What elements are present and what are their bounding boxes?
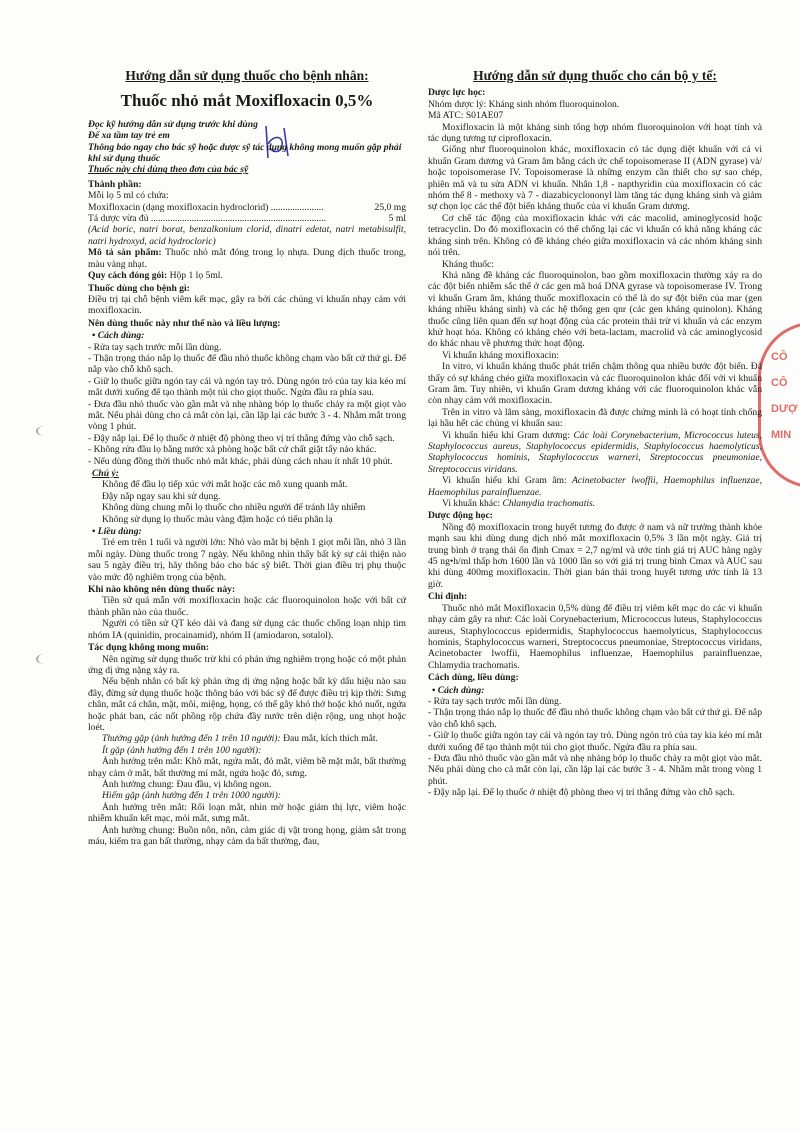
stamp-text: DƯỢ xyxy=(771,403,798,415)
uncommon-effects-text: Ảnh hưởng trên mắt: Khô mắt, ngứa mắt, đỏ mắt, viêm bề mặt mắt, bất thường nhạy cảm ở mắt, bất thường mí mắt, ngứa hoặc đỏ, sưng. xyxy=(88,756,406,779)
usage-step: - Thận trọng tháo nắp lọ thuốc để đầu nhỏ thuốc không chạm vào bất cứ thứ gì. Để nắp vào chỗ khô sạch. xyxy=(88,352,406,376)
atc-code: Mã ATC: S01AE07 xyxy=(428,110,504,122)
adverse-effects-heading: Tác dụng không mong muốn: xyxy=(88,642,210,654)
dose-text: Trẻ em trên 1 tuổi và người lớn: Nhỏ vào mắt bị bệnh 1 giọt mỗi lần, nhỏ 3 lần mỗi ngày. Dùng thuốc trong 7 ngày. Nếu không nhìn thấy bất kỳ sự cải thiện nào sau 5 ngày điều trị, hãy thông báo cho bác sỹ biết. Thời gian điều trị phụ thuộc vào mức độ nghiêm trọng của bệnh. xyxy=(88,537,406,583)
indication-heading: Thuốc dùng cho bệnh gì: xyxy=(88,282,190,294)
usage-step: - Đậy nắp lại. Để lọ thuốc ở nhiệt độ phòng theo vị trí thẳng đứng vào chỗ sạch. xyxy=(88,432,395,444)
other-bacteria xyxy=(428,498,762,509)
usage-subheading: • Cách dùng: xyxy=(432,685,762,696)
pharmacodynamics-text: Cơ chế tác động của moxifloxacin khác với các macolid, aminoglycosid hoặc tetracyclin. Do đó moxifloxacin có thể chống lại các vi khuẩn có khả năng kháng các kháng sinh trên. Không có đề kháng chéo giữa moxifloxacin và các nhóm kháng sinh nói trên. xyxy=(428,212,762,259)
composition-heading: Thành phần: xyxy=(88,178,142,190)
adverse-effects-text: Nên ngừng sử dụng thuốc trừ khi có phản ứng nghiêm trọng hoặc có một phản ứng dị ứng nặng xảy ra. xyxy=(88,653,406,676)
pharmacokinetics-heading: Dược động học: xyxy=(428,510,493,522)
note-line: Không để đầu lọ tiếp xúc với mắt hoặc các mô xung quanh mắt. xyxy=(102,479,348,491)
dosage-heading: Cách dùng, liều dùng: xyxy=(428,672,519,684)
indications-heading: Chỉ định: xyxy=(428,591,468,603)
packaging-text: Hộp 1 lọ 5ml. xyxy=(167,270,223,282)
pharmacodynamics-heading: Dược lực học: xyxy=(428,87,486,99)
ingredient-amount: 5 ml xyxy=(388,213,406,225)
uncommon-effects-label: Ít gặp (ảnh hưởng đến 1 trên 100 người): xyxy=(102,744,262,756)
gram-negative-list: Acinetobacter lwoffii, Haemophilus influenzae, Haemophilus parainfluenzae. xyxy=(428,475,762,498)
common-effects-text: Đau mắt, kích thích mắt. xyxy=(280,733,378,745)
usage-step: - Đưa đầu nhỏ thuốc vào gần mắt và nhẹ nhàng bóp lọ thuốc chảy ra một giọt vào mắt. Nếu phải dùng cho cả mắt còn lại, cần lặp lại các bước 3 - 4. Nhắm mắt trong vòng 1 phút. xyxy=(88,398,406,433)
usage-step: - Giữ lọ thuốc giữa ngón tay cái và ngón tay trỏ. Dùng ngón trỏ của tay kia kéo mí mắt dưới xuống để tạo thành một túi cho giọt thuốc. Ngửa đầu ra phía sau. xyxy=(88,375,406,399)
pharmacological-group: Nhóm dược lý: Kháng sinh nhóm fluoroquinolon. xyxy=(428,98,620,110)
stamp-text: CÔ xyxy=(771,351,788,363)
usage-step: - Không rửa đầu lọ bằng nước xà phòng hoặc bất cứ chất giặt tẩy nào khác. xyxy=(88,444,377,456)
patient-instructions-column xyxy=(88,70,406,847)
note-heading: Chú ý: xyxy=(92,468,119,479)
note-line: Không dùng chung mỗi lọ thuốc cho nhiều người để tránh lây nhiễm xyxy=(102,502,366,514)
rare-effects-label: Hiếm gặp (ảnh hưởng đến 1 trên 1000 người): xyxy=(102,790,281,802)
usage-step: - Thận trọng tháo nắp lọ thuốc để đầu nhỏ thuốc không chạm vào bất cứ thứ gì. Để nắp vào chỗ khô sạch. xyxy=(428,707,762,730)
product-description xyxy=(88,247,406,270)
resistant-bacteria-label: Vi khuẩn kháng moxifloxacin: xyxy=(442,349,559,361)
common-effects-label: Thường gặp (ảnh hưởng đến 1 trên 10 người): xyxy=(102,733,281,745)
warning-line: Thông báo ngay cho bác sỹ hoặc dược sỹ tác dụng không mong muốn gặp phải khi sử dụng thuốc xyxy=(88,141,402,165)
pharmacodynamics-text: Giống như fluoroquinolon khác, moxifloxacin có tác dụng diệt khuẩn với cả vi khuẩn Gram dương và Gram âm bằng cách ức chế topoisomerase II (ADN gyrase) và/ hoặc topoisomerase IV. Topoisomerase là những enzym cần thiết cho sự sao chép, phiên mã và tu sửa ADN vi khuẩn. Nhân 1,8 - napthyridin của moxifloxacin có các nhóm thế 8 - methoxy và 7 - diazabicyclononyl làm tăng tác dụng kháng sinh và giảm sự chọn lọc các thể đột biến kháng thuốc của vi khuẩn Gram dương. xyxy=(428,144,762,213)
usage-subheading: • Cách dùng: xyxy=(92,330,406,341)
professional-instructions-column xyxy=(428,70,762,799)
dose-subheading: • Liều dùng: xyxy=(92,526,406,537)
contraindication-heading: Khi nào không nên dùng thuốc này: xyxy=(88,584,236,596)
packaging-label: Quy cách đóng gói: xyxy=(88,270,168,282)
invitro-text: Trên in vitro và lâm sàng, moxifloxacin đã được chứng minh là có hoạt tính chống lại hầu hết các chủng vi khuẩn sau: xyxy=(428,406,762,430)
usage-step: - Nếu dùng đồng thời thuốc nhỏ mắt khác, phải dùng cách nhau ít nhất 10 phút. xyxy=(88,455,393,467)
adverse-effects-text: Nếu bệnh nhân có bất kỳ phản ứng dị ứng nặng hoặc bất kỳ dấu hiệu nào sau đây, đừng sử dụng thuốc hoặc thông báo với bác sỹ để được điều trị kịp thời: Sưng chân, mắt cá chân, mặt, môi, miệng, họng, có thể gây khó thở hoặc khó nuốt, ngứa hoặc phát ban, các nốt phồng rộp chứa đầy nước trên diện rộng, ung nhọt hoặc loét. xyxy=(88,676,406,733)
composition-intro: Mỗi lọ 5 ml có chứa: xyxy=(88,190,169,202)
note-line: Đậy nắp ngay sau khi sử dụng. xyxy=(102,490,221,502)
patient-section-header: Hướng dẫn sử dụng thuốc cho bệnh nhân: xyxy=(125,68,369,83)
ingredient-name: Tá dược vừa đủ ......................................................................... xyxy=(88,213,326,225)
ingredient-name: Moxifloxacin (dạng moxifloxacin hydroclorid) ...................... xyxy=(88,201,324,213)
stamp-text: MIN xyxy=(771,429,792,441)
gram-positive-list: Các loài Corynebacterium, Micrococcus luteus, Staphylococcus aureus, Staphylococcus epidermidis, Staphylococcus haemolyticus, Staphylococcus hominis, Staphylococcus warneri, Streptococcus pneumoniae, Streptococcus viridans. xyxy=(428,429,763,475)
pharmacokinetics-text: Nồng độ moxifloxacin trong huyết tương đo được ở nam và nữ trưởng thành khỏe mạnh sau khi dùng dung dịch nhỏ mắt moxifloxacin 0,5% 3 lần một ngày. Giá trị trung bình ở trạng thái ổn định Cmax = 2,7 ng/ml và ước tính giá trị AUC hàng ngày 45 ng•h/ml thấp hơn 1600 lần và 1000 lần so với giá trị trung bình Cmax và AUC sau khi dùng 400mg moxifloxacin. Thời gian bán thải trong huyết tương ước tính là 13 giờ. xyxy=(428,521,762,590)
ingredient-row xyxy=(88,202,406,213)
rare-effects-text: Ảnh hưởng chung: Buồn nôn, nôn, cảm giác dị vật trong họng, giảm sắt trong máu, kiểm tra gan bất thường, nhạy cảm da bất thường, đau, xyxy=(88,824,406,847)
note-line: Không sử dụng lọ thuốc màu vàng đậm hoặc có tiểu phân lạ xyxy=(102,513,333,525)
professional-section-header: Hướng dẫn sử dụng thuốc cho cán bộ y tế: xyxy=(473,68,717,83)
ingredient-row xyxy=(88,213,406,224)
approval-stamp xyxy=(758,322,800,488)
description-label: Mô tả sản phẩm: xyxy=(88,247,162,259)
common-effects xyxy=(88,733,406,744)
usage-heading: Nên dùng thuốc này như thế nào và liều lượng: xyxy=(88,317,281,329)
usage-step: - Đưa đầu nhỏ thuốc vào gần mắt và nhẹ nhàng bóp lọ thuốc chảy ra một giọt vào mắt. Nếu phải dùng cho cả mắt còn lại, cần lặp lại các bước 3 - 4. Nhắm mắt trong vòng 1 phút. xyxy=(428,752,762,787)
punch-hole-mark xyxy=(36,426,52,436)
excipients-list: (Acid boric, natri borat, benzalkonium clorid, dinatri edetat, natri metabisulfit, natri hydroxyd, acid hydrocloric) xyxy=(88,224,406,247)
resistance-text: Khả năng đề kháng các fluoroquinolon, bao gồm moxifloxacin thường xảy ra do các đột biến nhiễm sắc thể ở các gen mã hoá DNA gyrase và topoisomerase IV. Trong vi khuẩn Gram âm, kháng thuốc moxifloxacin có thể là do sự đột biến của mar (gen kháng nhiều kháng sinh) và các hệ thống gen qnr (các gen kháng quinolon). Kháng thuốc cũng liên quan đến sự hoạt động của các protein thải trừ vi khuẩn và các enzym khử hoạt hóa. Không có kháng chéo với beta-lactam, macrolid và các aminoglycosid do khác nhau về phương thức hoạt động. xyxy=(428,269,762,350)
gram-positive-label: Vi khuẩn hiếu khí Gram dương: xyxy=(442,429,570,441)
punch-hole-mark xyxy=(36,654,52,664)
warning-line: Đọc kỹ hướng dẫn sử dụng trước khi dùng xyxy=(88,118,258,130)
warning-line: Để xa tầm tay trẻ em xyxy=(88,130,170,142)
ingredient-amount: 25,0 mg xyxy=(374,201,406,213)
gram-positive xyxy=(428,430,762,476)
usage-step: - Giữ lọ thuốc giữa ngón tay cái và ngón tay trỏ. Dùng ngón trỏ của tay kia kéo mí mắt dưới xuống để tạo thành một túi cho giọt thuốc. Ngửa đầu ra phía sau. xyxy=(428,730,762,753)
description-text: Thuốc nhỏ mắt đóng trong lọ nhựa. Dung dịch thuốc trong, màu vàng nhạt. xyxy=(88,247,406,270)
gram-negative xyxy=(428,475,762,498)
warning-line: Thuốc này chỉ dùng theo đơn của bác sỹ xyxy=(88,164,249,176)
resistance-label: Kháng thuốc: xyxy=(442,258,494,270)
packaging xyxy=(88,270,406,281)
stamp-text: CÔ xyxy=(771,377,788,389)
gram-negative-label: Vi khuẩn hiếu khí Gram âm: xyxy=(442,475,567,487)
product-title: Thuốc nhỏ mắt Moxifloxacin 0,5% xyxy=(120,91,374,111)
other-bacteria-label: Vi khuẩn khác: xyxy=(442,498,501,510)
resistant-bacteria-text: In vitro, vi khuẩn kháng thuốc phát triển chậm thông qua nhiều bước đột biến. Đã thấy có sự kháng chéo giữa moxifloxacin và các fluoroquinolon khác đối với vi khuẩn Gram âm. Tuy nhiên, vi khuẩn Gram dương kháng với các fluoroquinolon khác vẫn còn nhạy cảm với moxifloxacin. xyxy=(428,361,762,407)
uncommon-effects-text: Ảnh hưởng chung: Đau đầu, vị không ngon. xyxy=(102,778,272,790)
usage-step: - Rửa tay sạch trước mỗi lần dùng. xyxy=(428,695,562,707)
indication-text: Điều trị tại chỗ bệnh viêm kết mạc, gây ra bởi các chủng vi khuẩn nhạy cảm với moxifloxacin. xyxy=(88,293,406,317)
other-bacteria-list: Chlamydia trachomatis. xyxy=(500,498,596,510)
indications-text: Thuốc nhỏ mắt Moxifloxacin 0,5% dùng để điều trị viêm kết mạc do các vi khuẩn nhạy cảm gây ra như: Các loài Corynebacterium, Micrococcus luteus, Staphylococcus aureus, Staphylococcus epidermidis, Staphylococcus haemolyticus, Staphylococcus hominis, Staphylococcus warneri, Streptococcus pneumoniae, Streptococcus viridans, Acinetobacter lwoffii, Haemophilus influenzae, Haemophilus parainfluenzae, Chlamydia trachomatis. xyxy=(428,602,762,671)
contraindication-text: Tiền sử quá mẫn với moxifloxacin hoặc các fluoroquinolon hoặc với bất cứ thành phần nào của thuốc. xyxy=(88,595,406,618)
pharmacodynamics-text: Moxifloxacin là một kháng sinh tổng hợp nhóm fluoroquinolon với hoạt tính và tác dụng tương tự ciprofloxacin. xyxy=(428,121,762,145)
usage-step: - Đậy nắp lại. Để lọ thuốc ở nhiệt độ phòng theo vị trí thẳng đứng vào chỗ sạch. xyxy=(428,787,735,799)
contraindication-text: Người có tiền sử QT kéo dài và đang sử dụng các thuốc chống loạn nhịp tim nhóm IA (quinidin, procainamid), nhóm II (amiodaron, sotalol). xyxy=(88,618,406,641)
rare-effects-text: Ảnh hưởng trên mắt: Rối loạn mắt, nhìn mờ hoặc giảm thị lực, viêm hoặc nhiễm khuẩn kết mạc, mỏi mắt, sưng mắt. xyxy=(88,801,406,825)
usage-step: - Rửa tay sạch trước mỗi lần dùng. xyxy=(88,341,222,353)
